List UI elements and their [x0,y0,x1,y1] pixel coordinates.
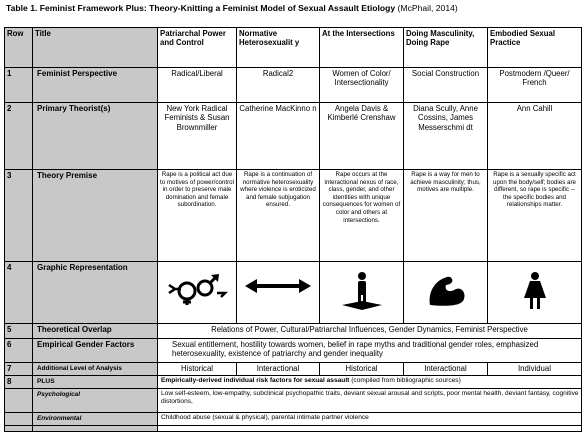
row-title: Empirical Gender Factors [33,339,158,363]
header-masculinity: Doing Masculinity, Doing Rape [404,28,488,68]
cell: Rape is a continuation of normative heterosexuality where violence is eroticized and female subjugation ensured. [237,170,320,262]
cell: Ann Cahill [488,103,582,170]
table-row [5,339,582,363]
table-row [5,376,582,389]
cell: Historical [320,363,404,376]
cell: Rape is a political act due to motives of power/control in order to preserve male domination and female subordination. [158,170,237,262]
row-number: 3 [5,170,33,262]
row-number: 2 [5,103,33,170]
cell: Catherine MacKinno n [237,103,320,170]
row-number: 7 [5,363,33,376]
psychological-cell: Low self-esteem, low-empathy, subclinical psychopathic traits, deviant sexual arousal and scripts, poor mental health, deviant fantasy, cognitive distortions, [158,389,582,413]
row-title: Additional Level of Analysis [33,363,158,376]
plus-cell-heading: Empirically-derived individual risk factors for sexual assault [161,377,350,384]
cell: Radical/Liberal [158,68,237,103]
row-title: Primary Theorist(s) [33,103,158,170]
header-row-no: Row [5,28,33,68]
row-title: PLUS [33,376,158,389]
row-number: 1 [5,68,33,103]
environmental-cell: Childhood abuse (sexual & physical), parental intimate partner violence [158,413,582,426]
cell: Rape is a way for men to achieve masculinity; thus, motives are multiple. [404,170,488,262]
header-embodied: Embodied Sexual Practice [488,28,582,68]
row-number: 6 [5,339,33,363]
cell: Interactional [404,363,488,376]
cell [158,426,582,432]
table-row [5,170,582,262]
header-intersections: At the Intersections [320,28,404,68]
cell: Radical2 [237,68,320,103]
row-title: Graphic Representation [33,262,158,324]
cell [320,262,404,324]
header-patriarchal: Patriarchal Power and Control [158,28,237,68]
cell: Interactional [237,363,320,376]
double-arrow-icon [243,271,313,301]
cell: Postmodern /Queer/ French [488,68,582,103]
table-row [5,103,582,170]
table-row [5,68,582,103]
row-title [33,426,158,432]
row-number: 5 [5,324,33,339]
framework-table-wrapper [4,27,582,432]
header-row [5,28,582,68]
row-number [5,389,33,413]
caption-title: Table 1. Feminist Framework Plus: Theory-Knitting a Feminist Model of Sexual Assault Etiology [6,3,396,13]
plus-cell-note: (compiled from bibliographic sources) [349,377,461,384]
row-number: 8 [5,376,33,389]
table-row [5,389,582,413]
cell: Diana Scully, Anne Cossins, James Messerschmi dt [404,103,488,170]
cell [237,262,320,324]
cell: Social Construction [404,68,488,103]
cell: Individual [488,363,582,376]
cell: Rape is a sexually specific act upon the body/self; bodies are different, so rape is specific --the specific bodies and relationships matter. [488,170,582,262]
table-row [5,426,582,432]
caption-citation: (McPhail, 2014) [395,3,458,13]
person-crossroads-icon [337,271,387,311]
woman-figure-icon [520,271,550,311]
gender-factors-cell: Sexual entitlement, hostility towards women, belief in rape myths and traditional gender roles, emphasized heterosexuality, existence of patriarchy and gender inequality [158,339,582,363]
cell: Women of Color/ Intersectionality [320,68,404,103]
table-row [5,324,582,339]
framework-table [4,27,582,432]
row-number [5,426,33,432]
row-number: 4 [5,262,33,324]
plus-cell [158,376,582,389]
overlap-cell: Relations of Power, Cultural/Patriarchal Influences, Gender Dynamics, Feminist Perspective [158,324,582,339]
cell [158,262,237,324]
cell [488,262,582,324]
cell: Angela Davis & Kimberlé Crenshaw [320,103,404,170]
cell: New York Radical Feminists & Susan Brownmiller [158,103,237,170]
header-normative: Normative Heterosexualit y [237,28,320,68]
table-row [5,262,582,324]
gender-symbols-icon [165,271,229,305]
row-title: Theory Premise [33,170,158,262]
table-row [5,363,582,376]
table-caption [6,3,581,13]
row-title: Theoretical Overlap [33,324,158,339]
cell: Rape occurs at the interactional nexus of race, class, gender, and other identities with unique consequences for women of color and others at intersections. [320,170,404,262]
flexed-arm-icon [424,271,468,309]
cell [404,262,488,324]
row-title: Feminist Perspective [33,68,158,103]
row-title: Psychological [33,389,158,413]
row-number [5,413,33,426]
header-title: Title [33,28,158,68]
cell: Historical [158,363,237,376]
table-row [5,413,582,426]
row-title: Environmental [33,413,158,426]
